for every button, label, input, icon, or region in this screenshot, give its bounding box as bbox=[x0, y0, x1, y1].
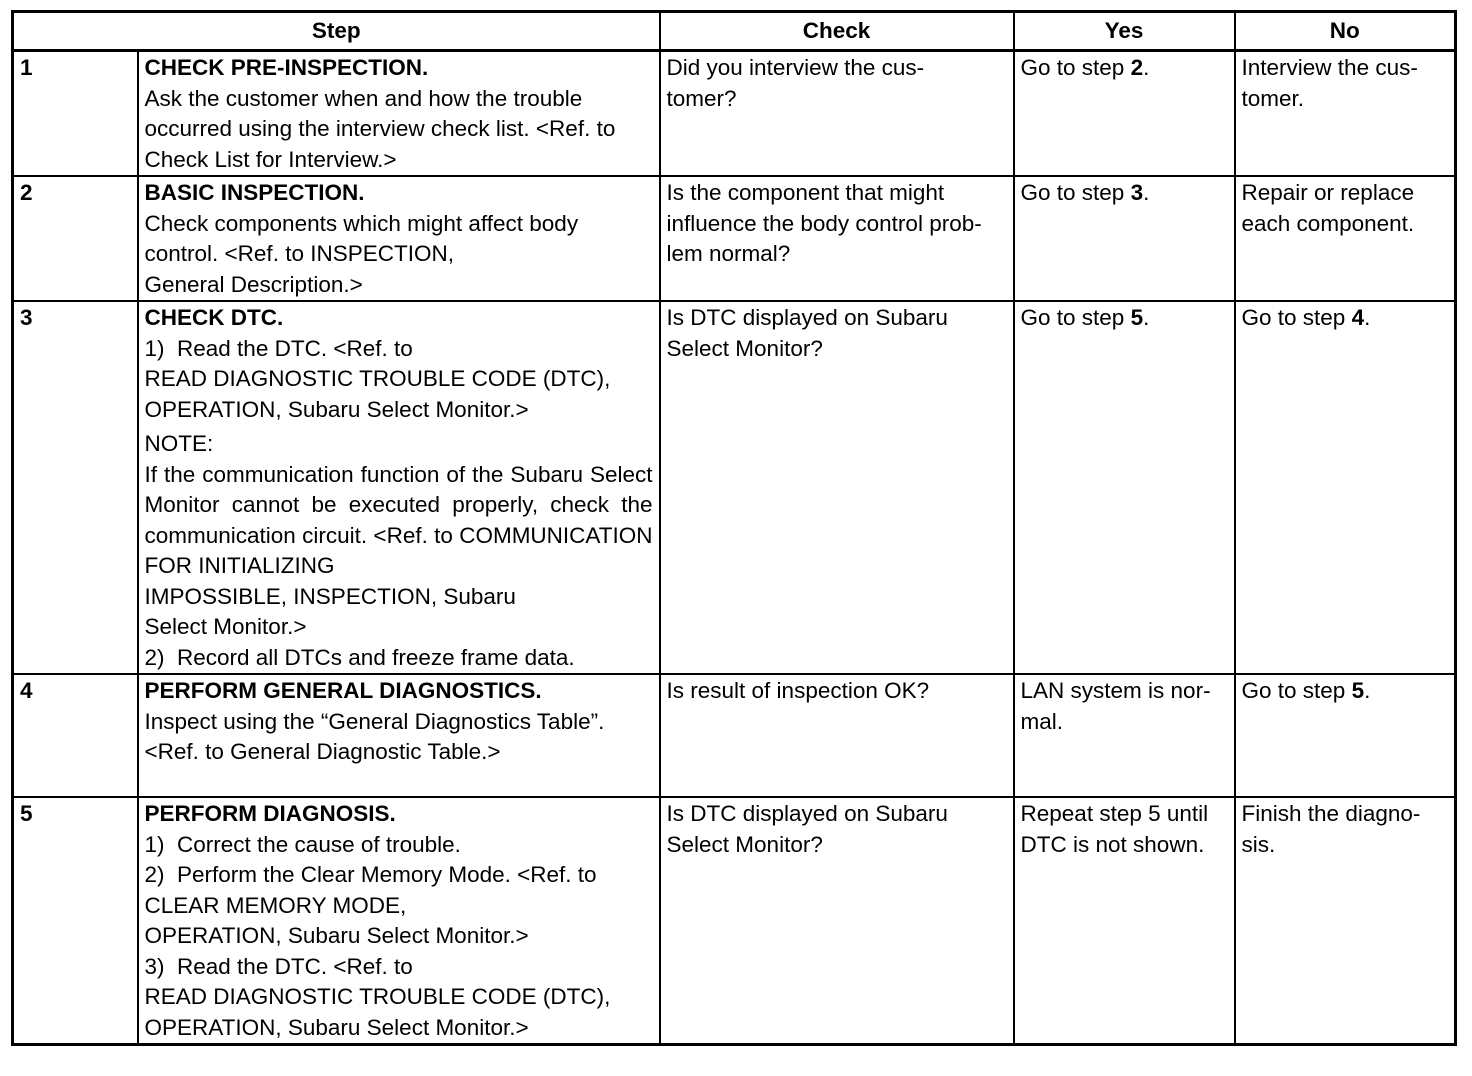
no-step-link[interactable]: 5 bbox=[1351, 678, 1365, 703]
step-text-line: Ask the customer when and how the trouble bbox=[144, 85, 583, 111]
step-text-line: 3) Read the DTC. <Ref. to bbox=[144, 953, 413, 979]
yes-text-line: mal. bbox=[1020, 708, 1064, 734]
step-text-line: Inspect using the “General Diagnostics Table”. bbox=[144, 708, 605, 734]
yes-cell bbox=[1014, 674, 1235, 797]
yes-text-line: DTC is not shown. bbox=[1020, 831, 1205, 857]
no-cell bbox=[1235, 674, 1456, 797]
note-text-line: IMPOSSIBLE, INSPECTION, Subaru bbox=[144, 583, 516, 609]
check-text-line: Is DTC displayed on Subaru bbox=[666, 305, 948, 330]
yes-text: Go to step bbox=[1020, 180, 1131, 205]
step-description bbox=[138, 797, 660, 1045]
step-text-line: 1) Read the DTC. <Ref. to bbox=[144, 335, 413, 361]
step-text-line: 2) Record all DTCs and freeze frame data. bbox=[144, 644, 575, 670]
step-text-line: CLEAR MEMORY MODE, bbox=[144, 892, 407, 918]
yes-cell bbox=[1014, 797, 1235, 1045]
check-cell bbox=[660, 176, 1014, 301]
no-step-link[interactable]: 4 bbox=[1351, 305, 1365, 330]
yes-cell bbox=[1014, 176, 1235, 301]
step-number: 2 bbox=[13, 176, 138, 301]
no-cell bbox=[1235, 51, 1456, 177]
no-suffix: . bbox=[1364, 305, 1371, 330]
note-text: If the communication function of the Subaru Select Monitor cannot be executed properly, check the communication circuit. <Ref. to COMMUNICATION FOR INITIALIZING bbox=[144, 461, 653, 578]
check-cell bbox=[660, 674, 1014, 797]
step-text-line: READ DIAGNOSTIC TROUBLE CODE (DTC), bbox=[144, 366, 611, 391]
yes-text-line: LAN system is nor- bbox=[1020, 678, 1211, 703]
step-text-line: OPERATION, Subaru Select Monitor.> bbox=[144, 396, 529, 422]
no-text-line: sis. bbox=[1241, 831, 1276, 857]
step-description bbox=[138, 176, 660, 301]
step-number: 1 bbox=[13, 51, 138, 177]
no-cell bbox=[1235, 176, 1456, 301]
table-row bbox=[13, 51, 1456, 177]
step-text-line: Check components which might affect body bbox=[144, 210, 579, 236]
no-text: Go to step bbox=[1241, 305, 1352, 330]
step-title: PERFORM GENERAL DIAGNOSTICS. bbox=[144, 678, 542, 703]
step-title: CHECK DTC. bbox=[144, 305, 284, 330]
no-text: Go to step bbox=[1241, 678, 1352, 703]
check-text-line: lem normal? bbox=[666, 241, 791, 266]
no-cell bbox=[1235, 797, 1456, 1045]
step-number: 5 bbox=[13, 797, 138, 1045]
check-text-line: influence the body control prob- bbox=[666, 210, 982, 236]
check-cell bbox=[660, 301, 1014, 674]
step-text-line: OPERATION, Subaru Select Monitor.> bbox=[144, 1014, 529, 1040]
check-text-line: Is the component that might bbox=[666, 180, 945, 205]
yes-cell bbox=[1014, 301, 1235, 674]
step-text-line: READ DIAGNOSTIC TROUBLE CODE (DTC), bbox=[144, 984, 611, 1009]
yes-step-link[interactable]: 3 bbox=[1130, 180, 1144, 205]
yes-text: Go to step bbox=[1020, 305, 1131, 330]
step-title: BASIC INSPECTION. bbox=[144, 180, 365, 205]
no-text-line: Finish the diagno- bbox=[1241, 801, 1421, 826]
step-title: PERFORM DIAGNOSIS. bbox=[144, 801, 396, 826]
header-check: Check bbox=[660, 12, 1014, 51]
step-text-line: occurred using the interview check list. <Ref. to bbox=[144, 116, 616, 141]
table-row bbox=[13, 301, 1456, 674]
step-title: CHECK PRE-INSPECTION. bbox=[144, 55, 429, 80]
note-label: NOTE: bbox=[144, 431, 214, 456]
no-text-line: each component. bbox=[1241, 210, 1415, 236]
header-step: Step bbox=[13, 12, 660, 51]
no-suffix: . bbox=[1364, 678, 1371, 703]
yes-suffix: . bbox=[1143, 180, 1150, 205]
check-text-line: tomer? bbox=[666, 85, 737, 111]
check-text-line: Select Monitor? bbox=[666, 831, 823, 857]
step-number: 4 bbox=[13, 674, 138, 797]
step-number: 3 bbox=[13, 301, 138, 674]
no-text-line: tomer. bbox=[1241, 85, 1305, 111]
check-text-line: Select Monitor? bbox=[666, 335, 823, 361]
table-row bbox=[13, 176, 1456, 301]
yes-cell bbox=[1014, 51, 1235, 177]
no-cell bbox=[1235, 301, 1456, 674]
note-text-line: Select Monitor.> bbox=[144, 614, 307, 639]
check-text-line: Is DTC displayed on Subaru bbox=[666, 801, 948, 826]
step-description bbox=[138, 674, 660, 797]
table-row bbox=[13, 797, 1456, 1045]
yes-text-line: Repeat step 5 until bbox=[1020, 801, 1209, 826]
step-text-line: <Ref. to General Diagnostic Table.> bbox=[144, 739, 501, 764]
step-description bbox=[138, 51, 660, 177]
header-yes: Yes bbox=[1014, 12, 1235, 51]
diagnostic-procedure-table bbox=[11, 10, 1457, 1046]
yes-step-link[interactable]: 2 bbox=[1130, 55, 1144, 80]
step-text-line: control. <Ref. to INSPECTION, bbox=[144, 241, 454, 266]
table-row bbox=[13, 674, 1456, 797]
no-text-line: Interview the cus- bbox=[1241, 55, 1418, 80]
check-text-line: Did you interview the cus- bbox=[666, 55, 925, 80]
header-no: No bbox=[1235, 12, 1456, 51]
yes-suffix: . bbox=[1143, 55, 1150, 80]
step-text-line: 2) Perform the Clear Memory Mode. <Ref. to bbox=[144, 862, 597, 887]
check-cell bbox=[660, 51, 1014, 177]
yes-step-link[interactable]: 5 bbox=[1130, 305, 1144, 330]
step-text-line: Check List for Interview.> bbox=[144, 146, 397, 172]
yes-text: Go to step bbox=[1020, 55, 1131, 80]
check-text-line: Is result of inspection OK? bbox=[666, 678, 930, 703]
yes-suffix: . bbox=[1143, 305, 1150, 330]
step-text-line: OPERATION, Subaru Select Monitor.> bbox=[144, 923, 529, 948]
header-row bbox=[13, 12, 1456, 51]
check-cell bbox=[660, 797, 1014, 1045]
step-text-line: 1) Correct the cause of trouble. bbox=[144, 831, 461, 857]
no-text-line: Repair or replace bbox=[1241, 180, 1415, 205]
step-description bbox=[138, 301, 660, 674]
step-text-line: General Description.> bbox=[144, 271, 363, 297]
